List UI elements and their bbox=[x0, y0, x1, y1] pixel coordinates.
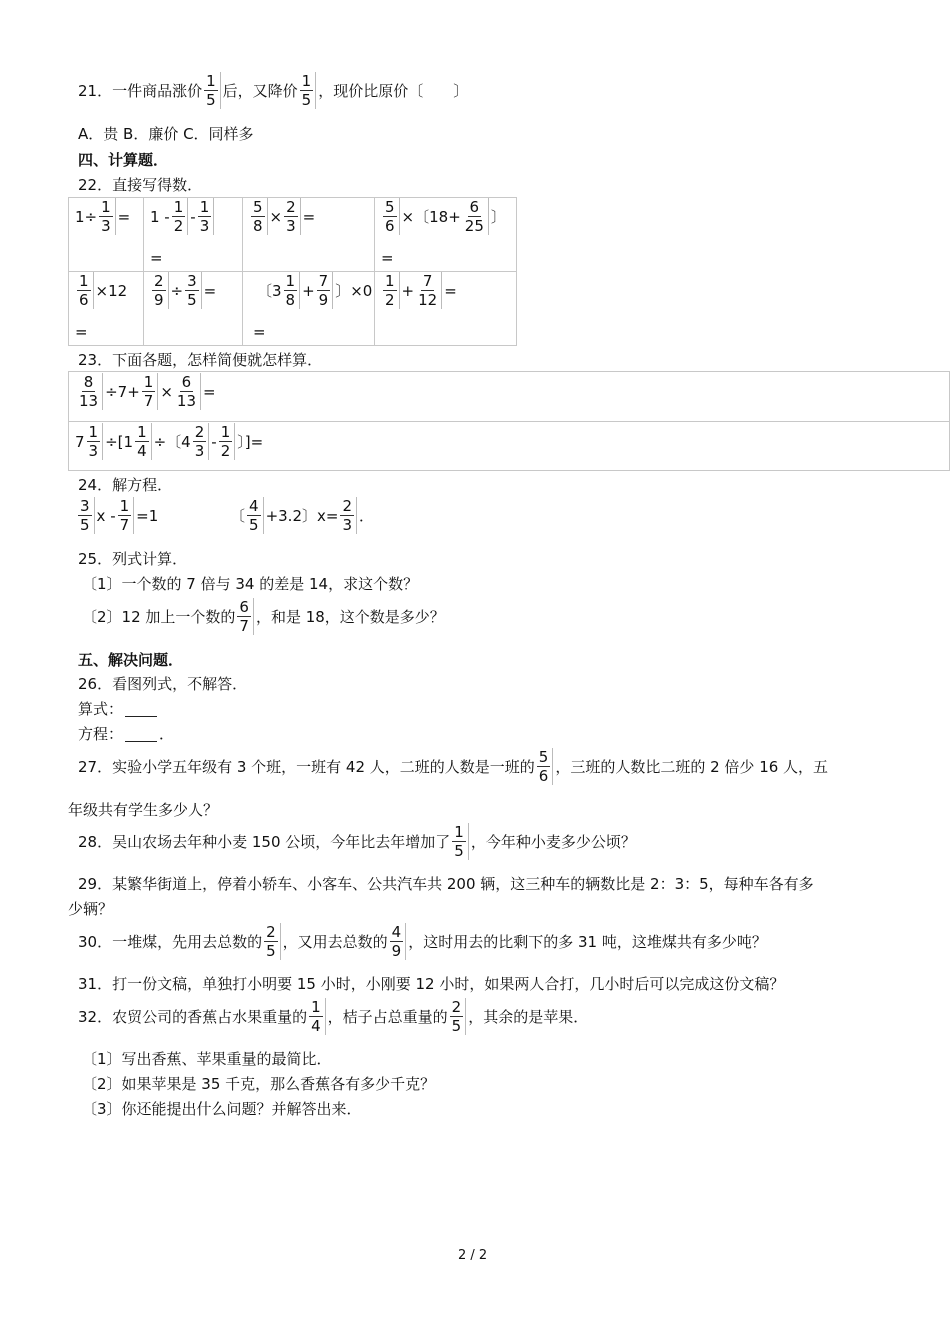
page-number: 2 / 2 bbox=[458, 1248, 488, 1263]
q21-text-c: ，现价比原价〔 〕 bbox=[318, 81, 469, 100]
q23-row-2: 7 $\frac{1}{3}$ ÷[1 $\frac{1}{4}$ ÷〔4 2 3 - 1 2 〕]= bbox=[68, 421, 950, 471]
fraction: 6 7 bbox=[237, 598, 254, 635]
fraction: 1 2 bbox=[219, 423, 236, 460]
q22-cell-r2c3: 〔3 1 8 + $\frac{7}{9}$ 〕×0 = bbox=[242, 271, 375, 346]
fraction: 1 2 bbox=[172, 198, 189, 235]
fraction: 4 5 bbox=[247, 497, 264, 534]
fraction: $\frac{5}{6}$ bbox=[383, 198, 400, 235]
fraction: 3 5 bbox=[78, 497, 95, 534]
q26-equation-line: 方程： ． bbox=[78, 725, 175, 743]
q27-continued: 年级共有学生多少人？ bbox=[68, 801, 219, 819]
fraction: $\frac{6}{13}$ bbox=[175, 373, 201, 410]
q26-formula-line: 算式： bbox=[78, 699, 159, 719]
q22-title: 22．直接写得数． bbox=[78, 176, 203, 194]
question-29: 29．某繁华街道上，停着小轿车、小客车、公共汽车共 200 辆，这三种车的辆数比是 2：3：5，每种车各有多 bbox=[78, 875, 814, 893]
fraction: $\frac{5}{8}$ bbox=[251, 198, 268, 235]
fraction: $\frac{7}{12}$ bbox=[416, 272, 442, 309]
q21-number: 21． bbox=[78, 81, 113, 100]
fraction: 1 5 bbox=[204, 72, 221, 109]
fraction: $\frac{1}{3}$ bbox=[87, 423, 104, 460]
q22-cell-r1c2: 1 - 1 2 - 1 3 = bbox=[143, 197, 243, 272]
q24-equation-2: 〔 4 5 +3.2〕x= $\frac{2}{3}$ ． bbox=[230, 497, 374, 534]
fraction: $\frac{6}{25}$ bbox=[463, 198, 489, 235]
fraction: $\frac{2}{3}$ bbox=[340, 497, 357, 534]
fraction: $\frac{1}{7}$ bbox=[142, 373, 159, 410]
fraction: 1 4 bbox=[309, 998, 326, 1035]
fraction: $\frac{2}{3}$ bbox=[284, 198, 301, 235]
fraction: 2 5 bbox=[264, 923, 281, 960]
section-4-heading: 四、计算题． bbox=[78, 151, 169, 169]
fraction: $\frac{1}{6}$ bbox=[77, 272, 94, 309]
q22-cell-r1c3: $\frac{5}{8}$ × $\frac{2}{3}$ = bbox=[242, 197, 375, 272]
question-27: 27．实验小学五年级有 3 个班，一班有 42 人，二班的人数是一班的 5 6 ，三班的人数比二班的 2 倍少 16 人，五 bbox=[78, 748, 829, 785]
fraction: $\frac{1}{7}$ bbox=[118, 497, 135, 534]
q25-sub-2: 〔2〕12 加上一个数的 6 7 ，和是 18，这个数是多少？ bbox=[82, 598, 445, 635]
fraction: $\frac{1}{4}$ bbox=[135, 423, 152, 460]
fraction: $\frac{8}{13}$ bbox=[77, 373, 103, 410]
fraction: 2 3 bbox=[193, 423, 210, 460]
q24-title: 24．解方程． bbox=[78, 476, 173, 494]
q22-cell-r1c1: 1÷ $\frac{1}{3}$ = bbox=[68, 197, 144, 272]
q32-sub-1: 〔1〕写出香蕉、苹果重量的最简比． bbox=[82, 1050, 332, 1068]
q21-text-a: 一件商品涨价 bbox=[112, 81, 203, 100]
q25-sub-1: 〔1〕一个数的 7 倍与 34 的差是 14，求这个数？ bbox=[82, 575, 419, 593]
q22-cell-r2c2: $\frac{2}{9}$ ÷ $\frac{3}{5}$ = bbox=[143, 271, 243, 346]
q26-title: 26．看图列式，不解答． bbox=[78, 675, 248, 693]
question-21 bbox=[78, 72, 468, 109]
fraction: 1 5 bbox=[300, 72, 317, 109]
question-31: 31．打一份文稿，单独打小明要 15 小时，小刚要 12 小时，如果两人合打，几小时后可以完成这份文稿？ bbox=[78, 975, 785, 993]
q22-cell-r2c1: $\frac{1}{6}$ ×12 = bbox=[68, 271, 144, 346]
question-32: 32．农贸公司的香蕉占水果重量的 1 4 ，桔子占总重量的 2 5 ，其余的是苹果． bbox=[78, 998, 589, 1035]
fraction: $\frac{2}{9}$ bbox=[152, 272, 169, 309]
fraction: 5 6 bbox=[537, 748, 554, 785]
question-30: 30．一堆煤，先用去总数的 2 5 ，又用去总数的 4 9 ，这时用去的比剩下的多 31 吨，这堆煤共有多少吨？ bbox=[78, 923, 767, 960]
q32-sub-2: 〔2〕如果苹果是 35 千克，那么香蕉各有多少千克？ bbox=[82, 1075, 436, 1093]
q29-continued: 少辆？ bbox=[68, 900, 114, 918]
fraction: $\frac{7}{9}$ bbox=[317, 272, 334, 309]
q23-row-1: $\frac{8}{13}$ ÷7+ $\frac{1}{7}$ × $\frac{6}{13}$ = bbox=[68, 371, 950, 422]
fraction: 1 2 bbox=[383, 272, 400, 309]
q21-options: A．贵 B．廉价 C．同样多 bbox=[78, 125, 254, 143]
q32-sub-3: 〔3〕你还能提出什么问题？并解答出来． bbox=[82, 1100, 362, 1118]
q25-title: 25．列式计算． bbox=[78, 550, 188, 568]
fraction: 1 3 bbox=[198, 198, 215, 235]
fraction: $\frac{1}{3}$ bbox=[99, 198, 116, 235]
q24-equation-1: 3 5 x - $\frac{1}{7}$ =1 bbox=[80, 497, 159, 534]
q21-text-b: 后，又降价 bbox=[222, 81, 298, 100]
fraction: 2 5 bbox=[450, 998, 467, 1035]
fraction: 4 9 bbox=[390, 923, 407, 960]
answer-blank[interactable] bbox=[125, 702, 157, 717]
question-28: 28．吴山农场去年种小麦 150 公顷，今年比去年增加了 1 5 ，今年种小麦多少公顷？ bbox=[78, 823, 636, 860]
fraction: 1 5 bbox=[452, 823, 469, 860]
q23-title: 23．下面各题，怎样简便就怎样算． bbox=[78, 351, 323, 369]
section-5-heading: 五、解决问题． bbox=[78, 651, 184, 669]
answer-blank[interactable] bbox=[125, 727, 157, 742]
q22-cell-r1c4: $\frac{5}{6}$ ×〔18+ $\frac{6}{25}$ 〕 = bbox=[374, 197, 517, 272]
fraction: $\frac{3}{5}$ bbox=[185, 272, 202, 309]
fraction: 1 8 bbox=[284, 272, 301, 309]
q22-cell-r2c4: 1 2 + $\frac{7}{12}$ = bbox=[374, 271, 517, 346]
